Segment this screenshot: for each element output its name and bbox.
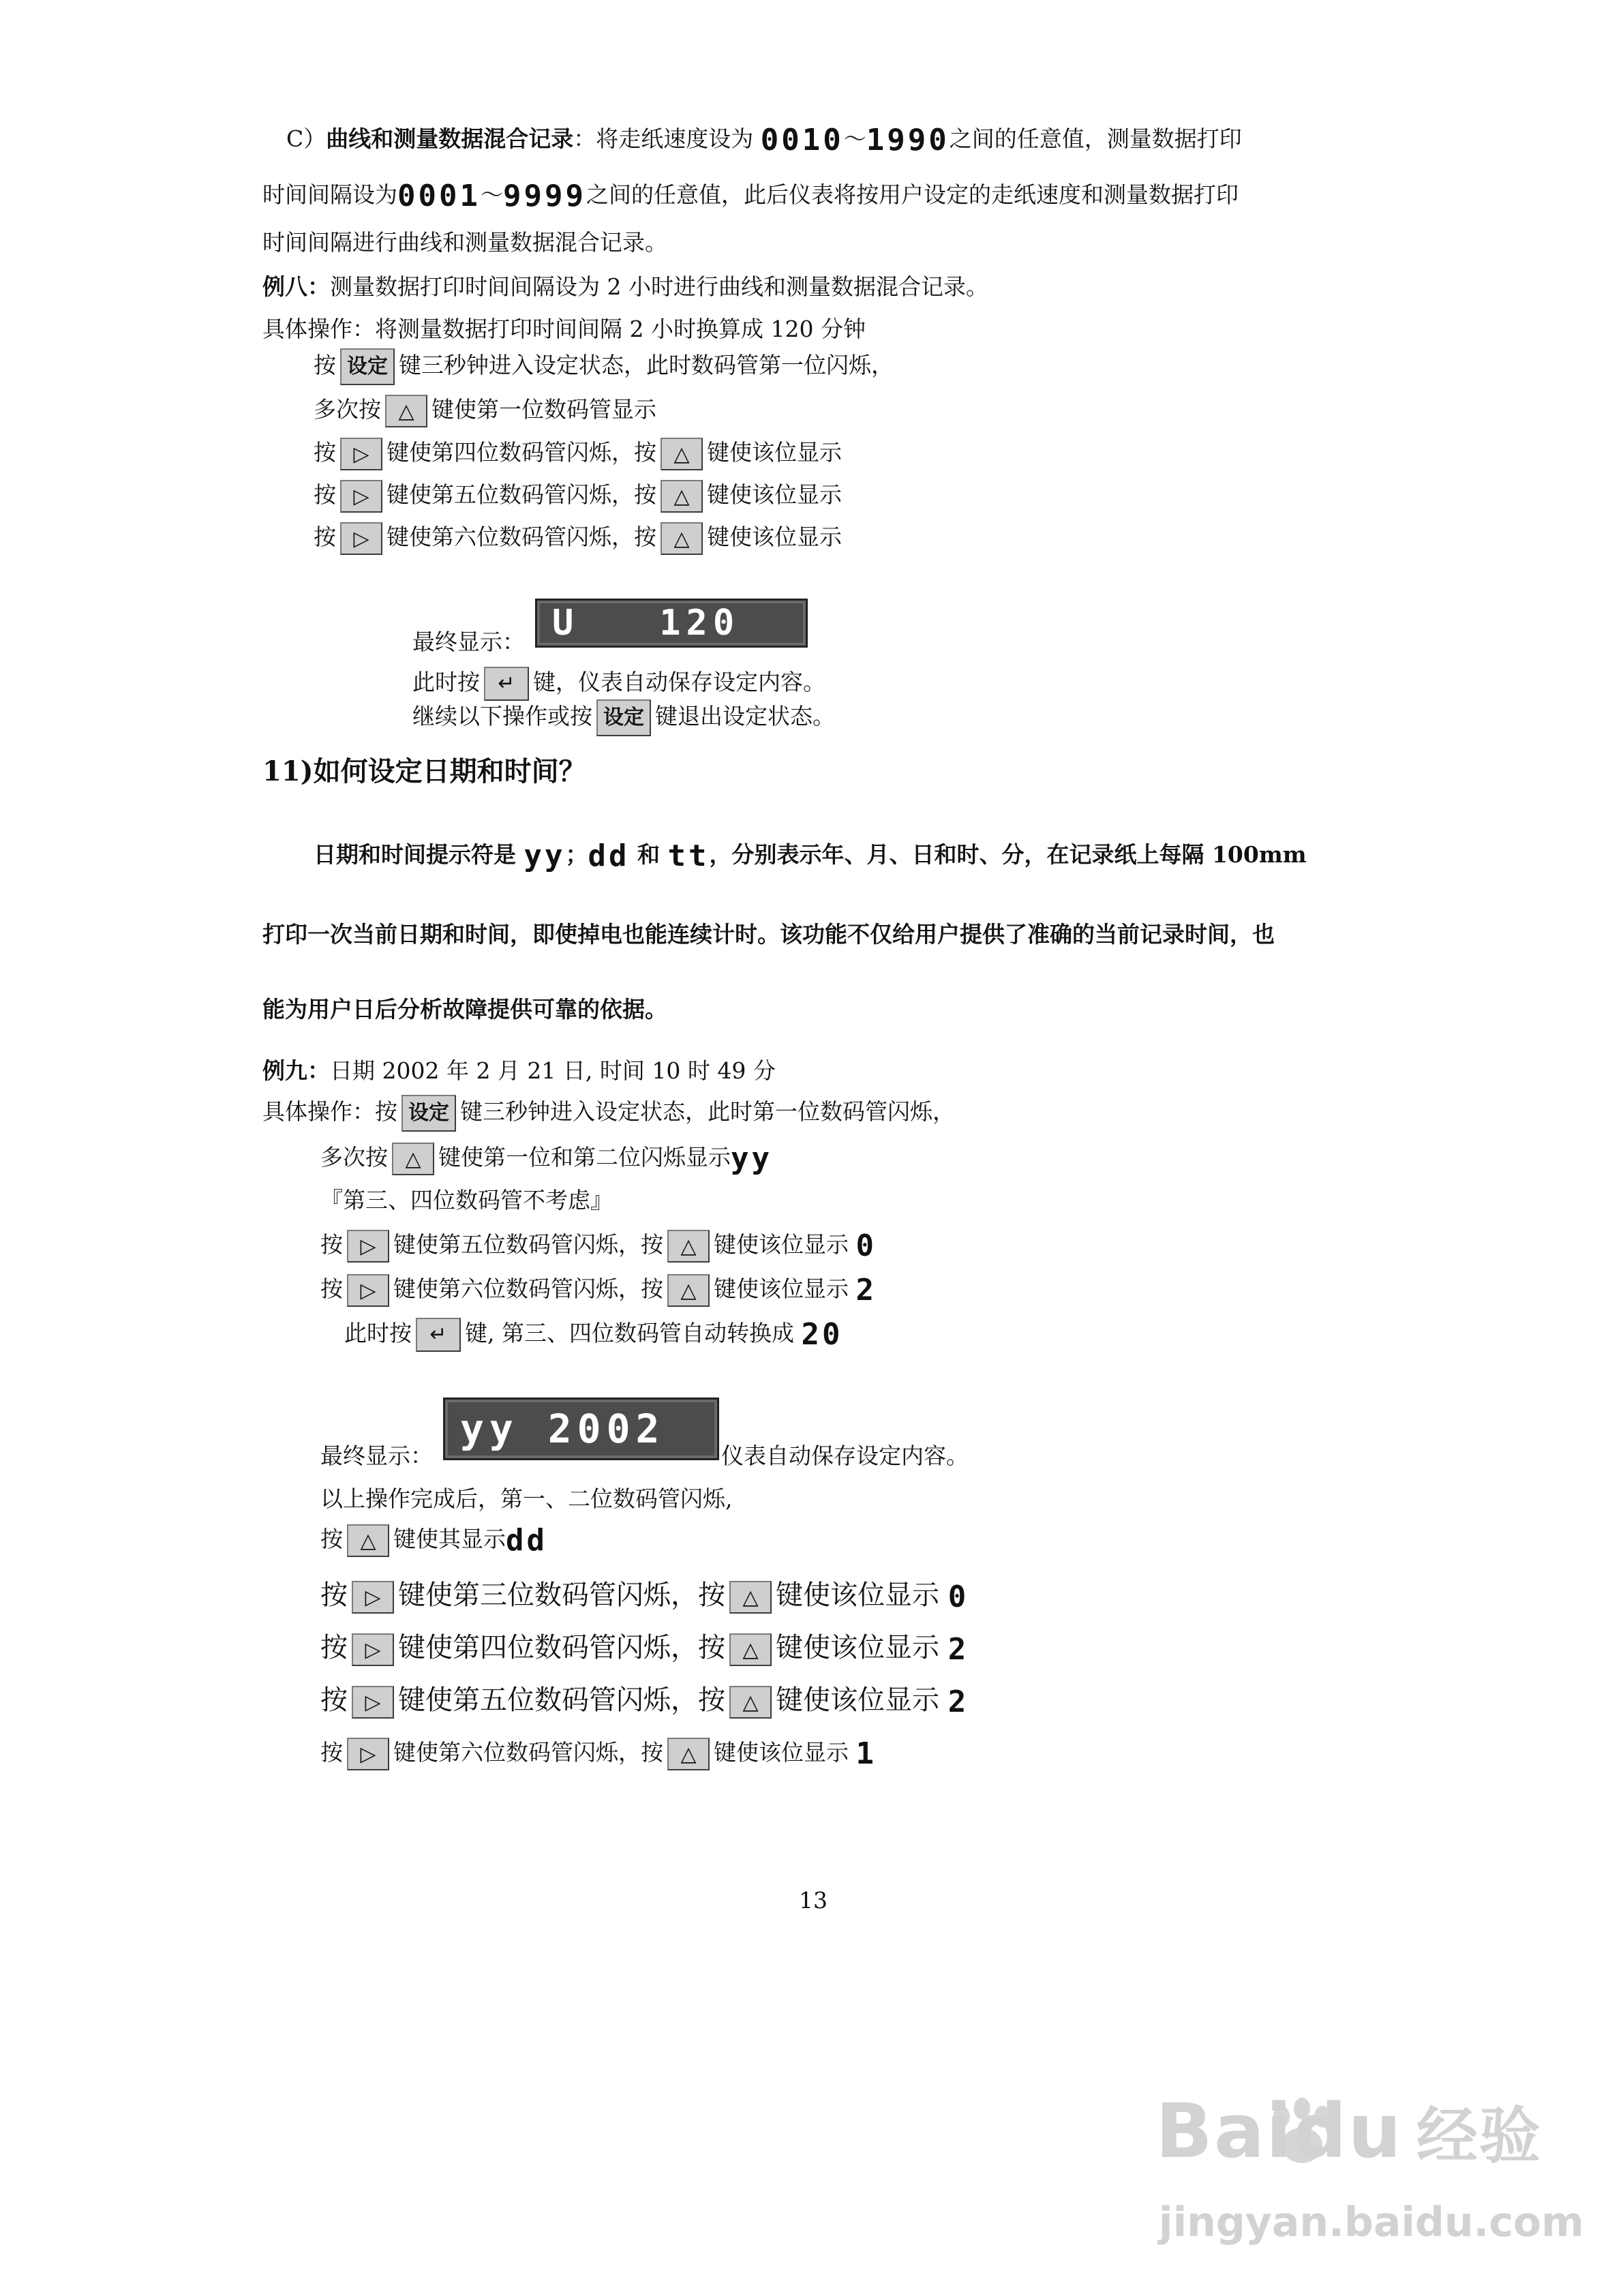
up-key-icon: △	[729, 1686, 772, 1719]
example8-save: 此时按 ↵ 键，仪表自动保存设定内容。	[412, 665, 825, 701]
up-key-icon: △	[729, 1581, 772, 1614]
section-c-line1: C）曲线和测量数据混合记录：将走纸速度设为 0010～1990之间的任意值，测量数据打印	[286, 123, 1242, 157]
right-key-icon: ▷	[352, 1633, 394, 1666]
enter-key-icon: ↵	[484, 667, 529, 701]
example9-d3: 按 ▷ 键使第四位数码管闪烁，按 △ 键使该位显示 2	[320, 1632, 969, 1667]
example9-after: 以上操作完成后，第一、二位数码管闪烁,	[320, 1485, 733, 1512]
up-key-icon: △	[392, 1143, 434, 1175]
example9-final-label: 最终显示：	[320, 1442, 433, 1469]
watermark-brand: Baidu 经验	[1155, 2087, 1542, 2175]
example9-auto: 此时按 ↵ 键, 第三、四位数码管自动转换成 20	[344, 1317, 843, 1352]
section-c-heading: 曲线和测量数据混合记录	[326, 125, 574, 152]
section11-para1: 日期和时间提示符是 yy；dd 和 tt，分别表示年、月、日和时、分，在记录纸上每隔 100mm	[314, 839, 1307, 873]
seg-yy: yy	[731, 1141, 772, 1176]
example8-final-display: U 120	[535, 599, 808, 648]
up-key-icon: △	[661, 522, 703, 555]
example9-d2: 按 ▷ 键使第三位数码管闪烁，按 △ 键使该位显示 0	[320, 1580, 969, 1614]
seg-digits-0001: 0001	[397, 179, 481, 213]
seg-dd-prompt: dd	[588, 839, 630, 873]
watermark-url: jingyan.baidu.com	[1159, 2199, 1584, 2246]
seg-digit-2: 2	[855, 1273, 877, 1308]
seg-digits-1990: 1990	[866, 123, 950, 157]
section-c-line2: 时间间隔设为0001～9999之间的任意值，此后仪表将按用户设定的走纸速度和测量数据打印	[262, 179, 1239, 213]
example9-d1: 按 △ 键使其显示dd	[320, 1523, 547, 1558]
example8-step3: 按 ▷ 键使第四位数码管闪烁，按 △ 键使该位显示	[314, 435, 842, 470]
example8-step2: 多次按 △ 键使第一位数码管显示	[314, 392, 656, 427]
up-key-icon: △	[729, 1633, 772, 1666]
right-key-icon: ▷	[340, 480, 382, 513]
seg-tt-prompt: tt	[667, 839, 710, 873]
right-key-icon: ▷	[352, 1686, 394, 1719]
up-key-icon: △	[661, 480, 703, 513]
example8-step5: 按 ▷ 键使第六位数码管闪烁，按 △ 键使该位显示	[314, 519, 842, 555]
enter-key-icon: ↵	[416, 1318, 461, 1352]
right-key-icon: ▷	[352, 1581, 394, 1614]
seg-dd: dd	[506, 1523, 547, 1558]
set-key-icon: 设定	[340, 348, 395, 385]
up-key-icon: △	[667, 1274, 710, 1307]
example9-operation: 具体操作：按 设定 键三秒钟进入设定状态，此时第一位数码管闪烁，	[262, 1094, 955, 1132]
example8-final-label: 最终显示：	[412, 629, 525, 655]
section-c-line3: 时间间隔进行曲线和测量数据混合记录。	[262, 229, 667, 256]
example9-note: 『第三、四位数码管不考虑』	[320, 1187, 613, 1213]
example8-operation: 具体操作：将测量数据打印时间间隔 2 小时换算成 120 分钟	[262, 316, 866, 342]
set-key-icon: 设定	[401, 1095, 456, 1132]
page-number: 13	[799, 1887, 828, 1914]
example8-exit: 继续以下操作或按 设定 键退出设定状态。	[412, 699, 835, 736]
example9-d4: 按 ▷ 键使第五位数码管闪烁，按 △ 键使该位显示 2	[320, 1685, 969, 1719]
example9-step3: 按 ▷ 键使第六位数码管闪烁，按 △ 键使该位显示 2	[320, 1273, 877, 1308]
example8-title: 例八：测量数据打印时间间隔设为 2 小时进行曲线和测量数据混合记录。	[262, 273, 988, 300]
example9-step2: 按 ▷ 键使第五位数码管闪烁，按 △ 键使该位显示 0	[320, 1228, 877, 1263]
seg-digit-1: 1	[855, 1736, 877, 1771]
set-key-icon: 设定	[596, 699, 651, 736]
up-key-icon: △	[661, 438, 703, 470]
up-key-icon: △	[385, 395, 427, 427]
example8-step4: 按 ▷ 键使第五位数码管闪烁，按 △ 键使该位显示	[314, 477, 842, 513]
seg-digit-0: 0	[855, 1228, 877, 1263]
right-key-icon: ▷	[340, 522, 382, 555]
right-key-icon: ▷	[340, 438, 382, 470]
seg-yy-prompt: yy	[524, 839, 566, 873]
example9-step1: 多次按 △ 键使第一位和第二位闪烁显示yy	[320, 1141, 772, 1176]
seg-digits-9999: 9999	[502, 179, 586, 213]
example8-step1: 按 设定 键三秒钟进入设定状态，此时数码管第一位闪烁，	[314, 348, 894, 385]
example9-final-post: 仪表自动保存设定内容。	[721, 1442, 969, 1469]
seg-digit-2: 2	[947, 1632, 969, 1667]
seg-digit-0: 0	[947, 1580, 969, 1614]
right-key-icon: ▷	[347, 1230, 389, 1263]
example9-d5: 按 ▷ 键使第六位数码管闪烁，按 △ 键使该位显示 1	[320, 1736, 877, 1771]
right-key-icon: ▷	[347, 1274, 389, 1307]
up-key-icon: △	[667, 1738, 710, 1770]
seg-digits-20: 20	[801, 1317, 843, 1352]
example9-title: 例九：日期 2002 年 2 月 21 日, 时间 10 时 49 分	[262, 1057, 776, 1084]
section11-title: 11)如何设定日期和时间？	[262, 755, 586, 787]
up-key-icon: △	[667, 1230, 710, 1263]
section11-para3: 能为用户日后分析故障提供可靠的依据。	[262, 996, 667, 1023]
section11-para2: 打印一次当前日期和时间，即使掉电也能连续计时。该功能不仅给用户提供了准确的当前记录时间，也	[262, 921, 1275, 948]
example9-final-display: yy 2002	[443, 1398, 719, 1460]
right-key-icon: ▷	[347, 1738, 389, 1770]
seg-digits-0010: 0010	[760, 123, 844, 157]
up-key-icon: △	[347, 1524, 389, 1557]
seg-digit-2: 2	[947, 1685, 969, 1719]
